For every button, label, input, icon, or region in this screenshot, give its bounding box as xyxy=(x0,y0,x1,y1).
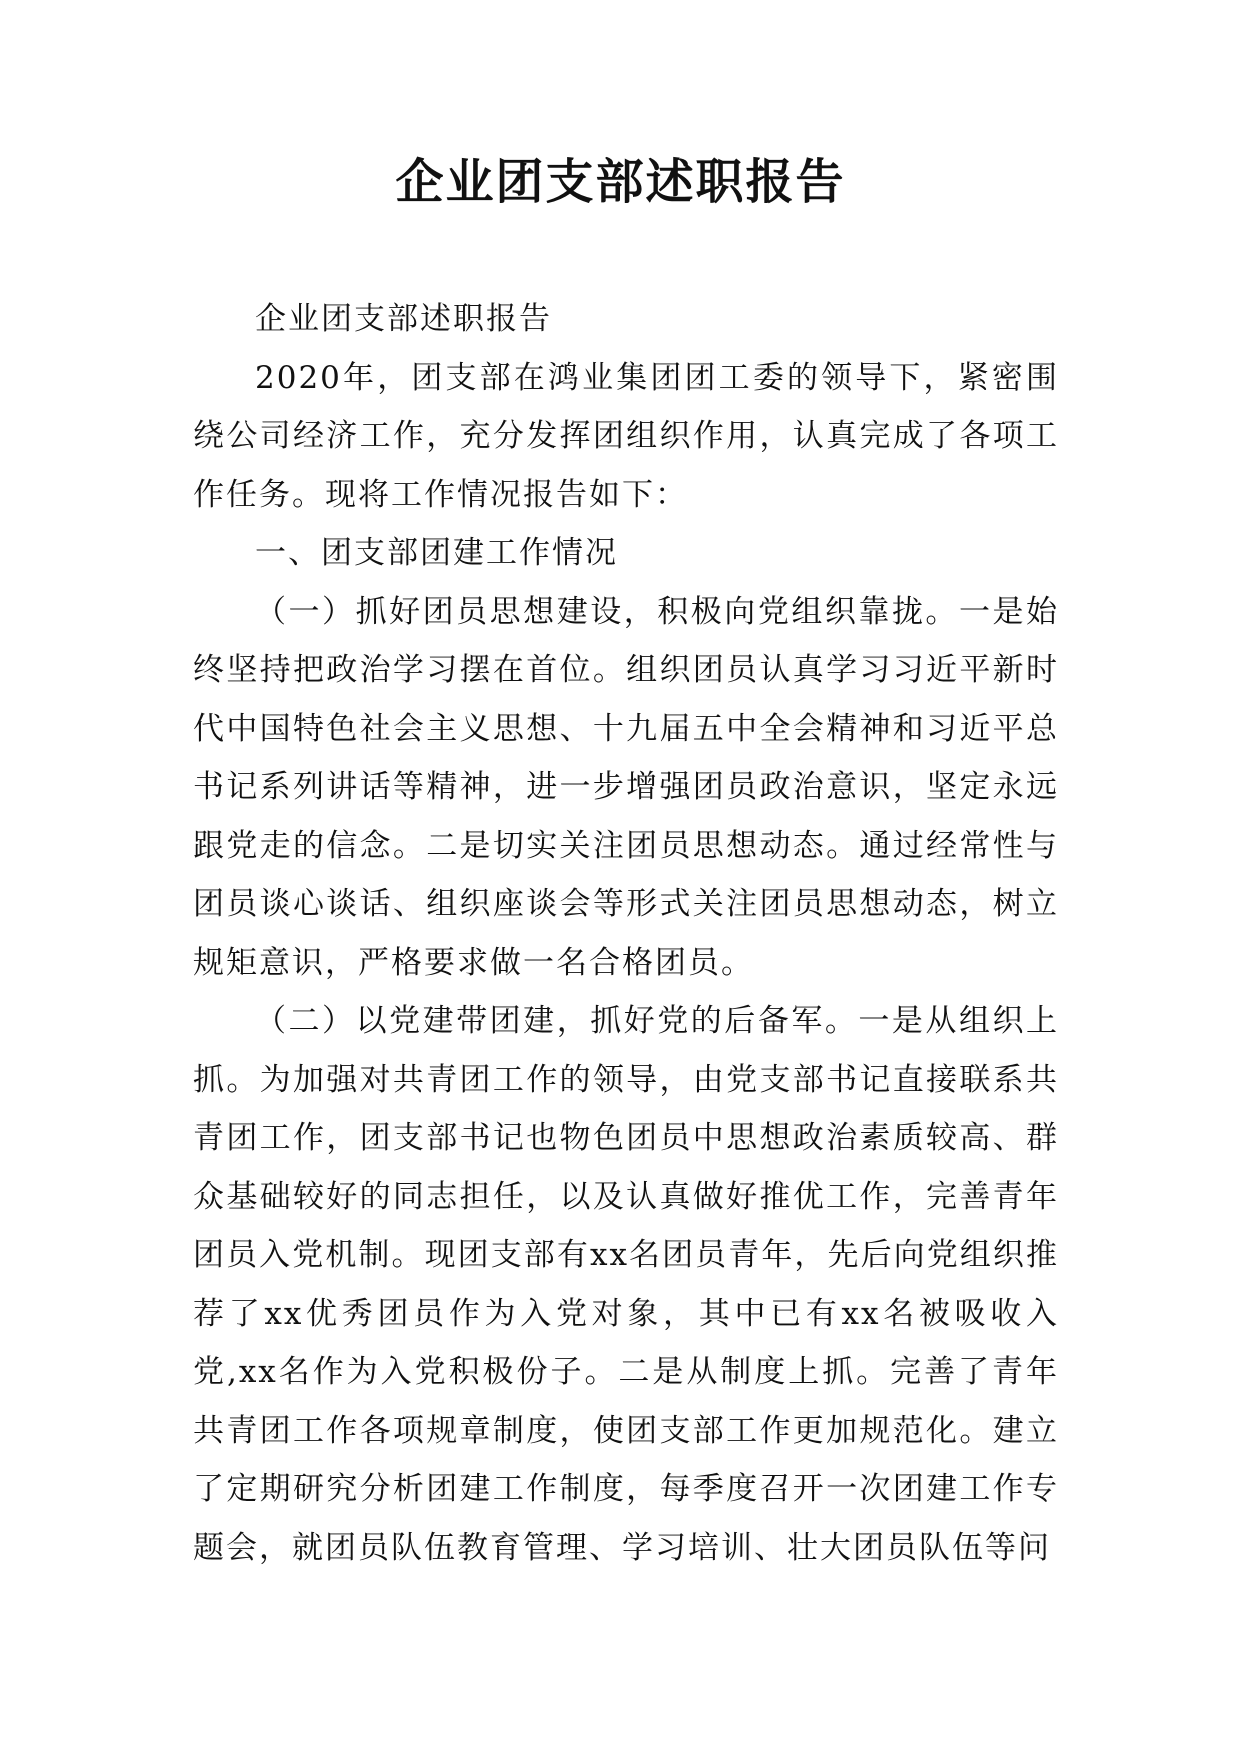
paragraph-item-1: （一）抓好团员思想建设，积极向党组织靠拢。一是始终坚持把政治学习摆在首位。组织团员认真学习习近平新时代中国特色社会主义思想、十九届五中全会精神和习近平总书记系列讲话等精神，进一步增强团员政治意识，坚定永远跟党走的信念。二是切实关注团员思想动态。通过经常性与团员谈心谈话、组织座谈会等形式关注团员思想动态，树立规矩意识，严格要求做一名合格团员。 xyxy=(193,593,1059,981)
paragraph-subtitle: 企业团支部述职报告 xyxy=(255,301,552,337)
paragraph-item-2: （二）以党建带团建，抓好党的后备军。一是从组织上抓。为加强对共青团工作的领导，由党支部书记直接联系共青团工作，团支部书记也物色团员中思想政治素质较高、群众基础较好的同志担任，以及认真做好推优工作，完善青年团员入党机制。现团支部有xx名团员青年，先后向党组织推荐了xx优秀团员作为入党对象，其中已有xx名被吸收入党,xx名作为入党积极份子。二是从制度上抓。完善了青年共青团工作各项规章制度，使团支部工作更加规范化。建立了定期研究分析团建工作制度，每季度召开一次团建工作专题会，就团员队伍教育管理、学习培训、壮大团员队伍等问 xyxy=(193,1003,1059,1566)
document-title: 企业团支部述职报告 xyxy=(395,154,846,210)
section-heading: 一、团支部团建工作情况 xyxy=(255,535,618,571)
document-body xyxy=(193,290,1059,1577)
paragraph-intro: 2020年，团支部在鸿业集团团工委的领导下，紧密围绕公司经济工作，充分发挥团组织作用，认真完成了各项工作任务。现将工作情况报告如下： xyxy=(193,359,1059,513)
